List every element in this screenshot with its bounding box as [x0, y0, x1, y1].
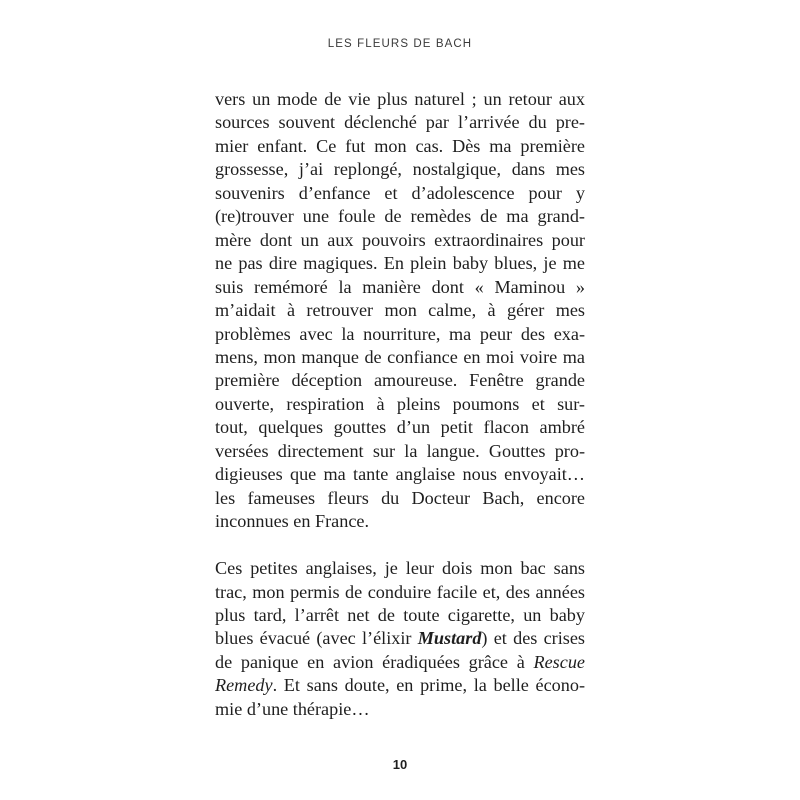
text-line: [215, 651, 585, 674]
text-line: (re)trouver une foule de remèdes de ma grand-: [215, 206, 585, 227]
emphasis-italic: Remedy: [215, 675, 273, 696]
page-number: 10: [392, 757, 408, 772]
text-line: première déception amoureuse. Fenêtre grande: [215, 370, 585, 391]
emphasis-bold-italic: Mustard: [417, 628, 482, 649]
text-line: les fameuses fleurs du Docteur Bach, encore: [215, 487, 585, 508]
text-line: [215, 627, 585, 650]
text-line: souvenirs d’enfance et d’adolescence pour y: [215, 182, 585, 203]
emphasis-italic: Rescue: [533, 651, 585, 672]
text-line: trac, mon permis de conduire facile et, des années: [215, 581, 585, 602]
text-line: m’aidait à retrouver mon calme, à gérer mes: [215, 300, 585, 321]
running-head: LES FLEURS DE BACH: [327, 38, 473, 50]
text-line: sources souvent déclenché par l’arrivée du pre-: [215, 112, 585, 133]
text-line: ouverte, respiration à pleins poumons et sur-: [215, 393, 585, 414]
text-line: grossesse, j’ai replongé, nostalgique, dans mes: [215, 159, 585, 180]
text-line: ne pas dire magiques. En plein baby blues, je me: [215, 253, 585, 274]
text-line: mère dont un aux pouvoirs extraordinaires pour: [215, 229, 585, 250]
text-run: de panique en avion éradiquées grâce à: [215, 651, 534, 672]
text-line: mie d’une thérapie…: [215, 698, 370, 719]
paragraph: [215, 557, 585, 721]
text-line: inconnues en France.: [215, 511, 370, 532]
text-line: vers un mode de vie plus naturel ; un retour aux: [215, 89, 585, 109]
text-line: problèmes avec la nourriture, ma peur des exa-: [215, 323, 585, 344]
paragraph: [215, 88, 585, 534]
text-line: [215, 674, 585, 697]
text-line: mier enfant. Ce fut mon cas. Dès ma première: [215, 135, 585, 156]
text-line: mens, mon manque de confiance en moi voire ma: [215, 346, 585, 367]
text-run: . Et sans doute, en prime, la belle écono-: [272, 675, 585, 696]
text-line: plus tard, l’arrêt net de toute cigarette, un baby: [215, 604, 585, 625]
text-line: tout, quelques gouttes d’un petit flacon ambré: [215, 417, 585, 438]
body-text: [215, 88, 585, 721]
text-line: suis remémoré la manière dont « Maminou »: [215, 276, 585, 297]
text-run: ) et des crises: [481, 628, 586, 649]
text-line: Ces petites anglaises, je leur dois mon bac sans: [215, 558, 585, 579]
text-run: blues évacué (avec l’élixir: [215, 628, 418, 649]
text-line: digieuses que ma tante anglaise nous envoyait…: [215, 464, 585, 485]
text-line: versées directement sur la langue. Gouttes pro-: [215, 440, 585, 461]
paragraph-gap: [215, 534, 585, 557]
